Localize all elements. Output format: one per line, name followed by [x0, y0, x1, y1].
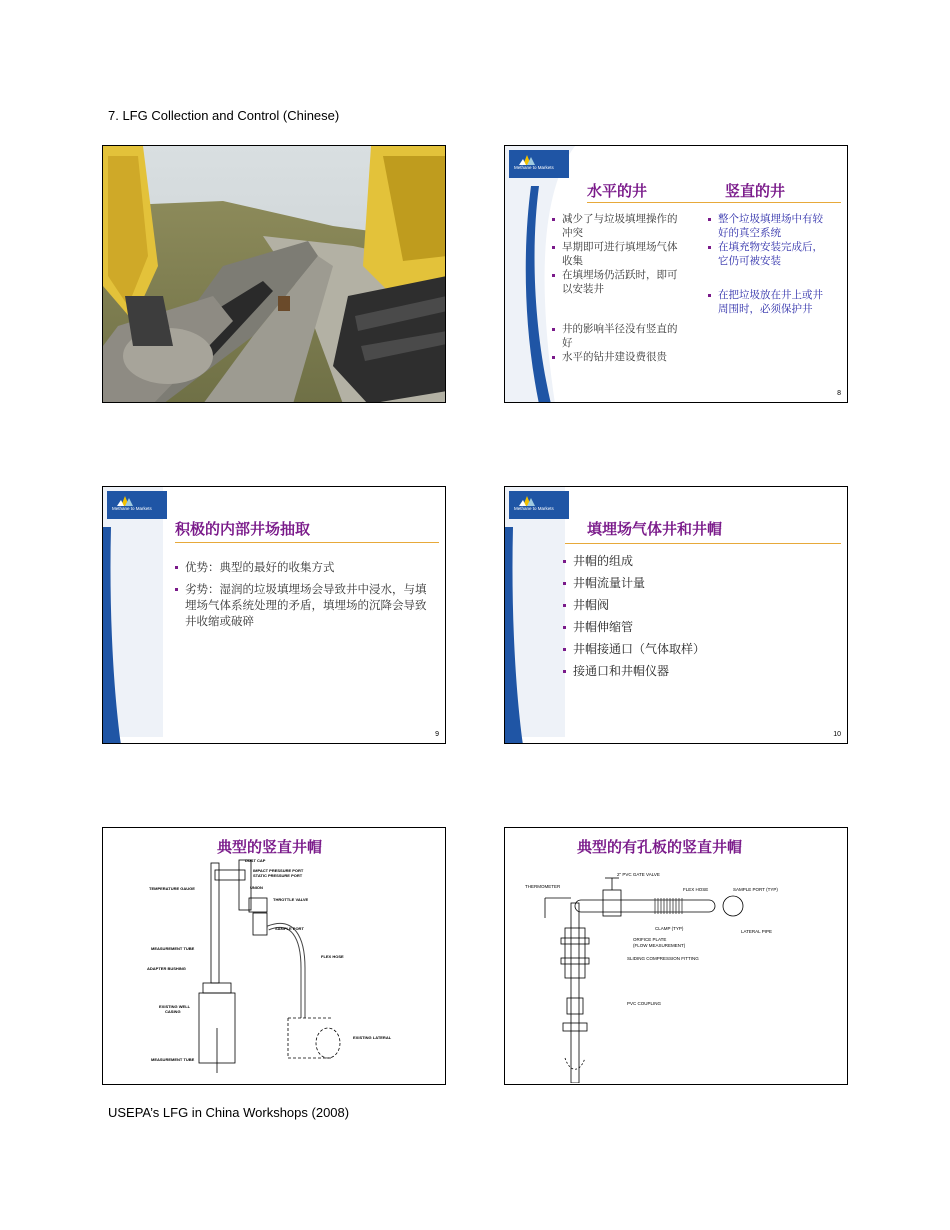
logo-text: Methane to Markets — [112, 506, 152, 511]
methane-to-markets-logo — [111, 494, 167, 516]
list-item: 整个垃圾填埋场中有较好的真空系统 — [708, 212, 826, 240]
list-item: 优势：典型的最好的收集方式 — [175, 559, 435, 575]
logo-text: Methane to Markets — [514, 506, 554, 511]
list-item: 在把垃圾放在井上或井周围时，必须保护井 — [708, 288, 826, 316]
logo-text: Methane to Markets — [514, 165, 554, 170]
title-vertical-wells: 竖直的井 — [725, 182, 786, 200]
label-measurement-tube-bottom: MEASUREMENT TUBE — [151, 1057, 195, 1062]
horizontal-wells-list — [552, 212, 682, 364]
list-item: 井帽阀 — [563, 594, 833, 616]
list-item: 在填埋场仍活跃时，即可以安装井 — [552, 268, 682, 296]
page-footer: USEPA’s LFG in China Workshops (2008) — [108, 1105, 350, 1120]
list-item: 劣势：湿润的垃圾填埋场会导致井中浸水，与填埋场气体系统处理的矛盾，填埋场的沉降会导致井收缩或破碎 — [175, 581, 435, 629]
slide-title: 典型的有孔板的竖直井帽 — [577, 838, 743, 856]
page-header: 7. LFG Collection and Control (Chinese) — [108, 108, 340, 123]
slide-8 — [504, 145, 848, 403]
methane-to-markets-logo — [513, 153, 569, 175]
slide-orifice-wellhead — [504, 827, 848, 1085]
label-static-port: STATIC PRESSURE PORT — [253, 873, 303, 878]
label-gate-valve: 2" PVC GATE VALVE — [617, 872, 660, 877]
label-pvc-coupling: PVC COUPLING — [627, 1001, 662, 1006]
label-temperature-gauge: TEMPERATURE GAUGE — [149, 886, 195, 891]
list-item: 井帽接通口（气体取样） — [563, 638, 833, 660]
slide-10 — [504, 486, 848, 744]
title-horizontal-wells: 水平的井 — [587, 182, 648, 200]
list-item: 井帽伸缩管 — [563, 616, 833, 638]
slide-photo — [102, 145, 446, 403]
label-sample-port: SAMPLE PORT — [275, 926, 304, 931]
list-item: 接通口和井帽仪器 — [563, 660, 833, 682]
list-item: 早期即可进行填埋场气体收集 — [552, 240, 682, 268]
label-flex-hose: FLEX HOSE — [683, 887, 709, 892]
slide-vertical-wellhead — [102, 827, 446, 1085]
label-clamp: CLAMP (TYP) — [655, 926, 684, 931]
vertical-wellhead-diagram — [103, 858, 446, 1083]
trench-construction-photo — [103, 146, 446, 403]
list-item: 井的影响半径没有竖直的好 — [552, 322, 682, 350]
label-adapter-bushing: ADAPTER BUSHING — [147, 966, 186, 971]
list-item: 井帽的组成 — [563, 550, 833, 572]
label-impact-port: IMPACT PRESSURE PORT — [253, 868, 304, 873]
list-item: 减少了与垃圾填埋操作的冲突 — [552, 212, 682, 240]
label-thermometer: THERMOMETER — [525, 884, 561, 889]
slide-title: 积极的内部井场抽取 — [175, 520, 311, 538]
label-lateral-pipe: LATERAL PIPE — [741, 929, 773, 934]
title-rule — [565, 543, 841, 544]
title-rule — [587, 202, 841, 203]
label-flow-measurement: (FLOW MEASUREMENT) — [633, 943, 686, 948]
pros-cons-list — [175, 559, 435, 635]
label-sample-port: SAMPLE PORT (TYP) — [733, 887, 778, 892]
slide-title: 典型的竖直井帽 — [217, 838, 323, 856]
label-flex-hose: FLEX HOSE — [321, 954, 344, 959]
list-item: 井帽流量计量 — [563, 572, 833, 594]
slide-number: 9 — [435, 731, 439, 738]
label-sliding-fitting: SLIDING COMPRESSION FITTING — [627, 956, 699, 961]
label-throttle-valve: THROTTLE VALVE — [273, 897, 309, 902]
label-existing-lateral: EXISTING LATERAL — [353, 1035, 392, 1040]
label-measurement-tube: MEASUREMENT TUBE — [151, 946, 195, 951]
vertical-wells-list — [708, 212, 826, 316]
methane-to-markets-logo — [513, 494, 569, 516]
label-dust-cap: DUST CAP — [245, 858, 266, 863]
slide-number: 10 — [833, 731, 841, 738]
slide-9 — [102, 486, 446, 744]
label-existing-well: EXISTING WELL — [159, 1004, 191, 1009]
slide-title: 填埋场气体井和井帽 — [587, 520, 723, 538]
title-rule — [175, 542, 439, 543]
orifice-wellhead-diagram — [505, 858, 848, 1083]
label-casing: CASING — [165, 1009, 181, 1014]
label-union: UNION — [250, 885, 263, 890]
list-item: 水平的钻井建设费很贵 — [552, 350, 682, 364]
label-orifice-plate: ORIFICE PLATE — [633, 937, 667, 942]
list-item: 在填充物安装完成后，它仍可被安装 — [708, 240, 826, 268]
wellhead-components-list — [563, 550, 833, 682]
slide-number: 8 — [837, 390, 841, 397]
